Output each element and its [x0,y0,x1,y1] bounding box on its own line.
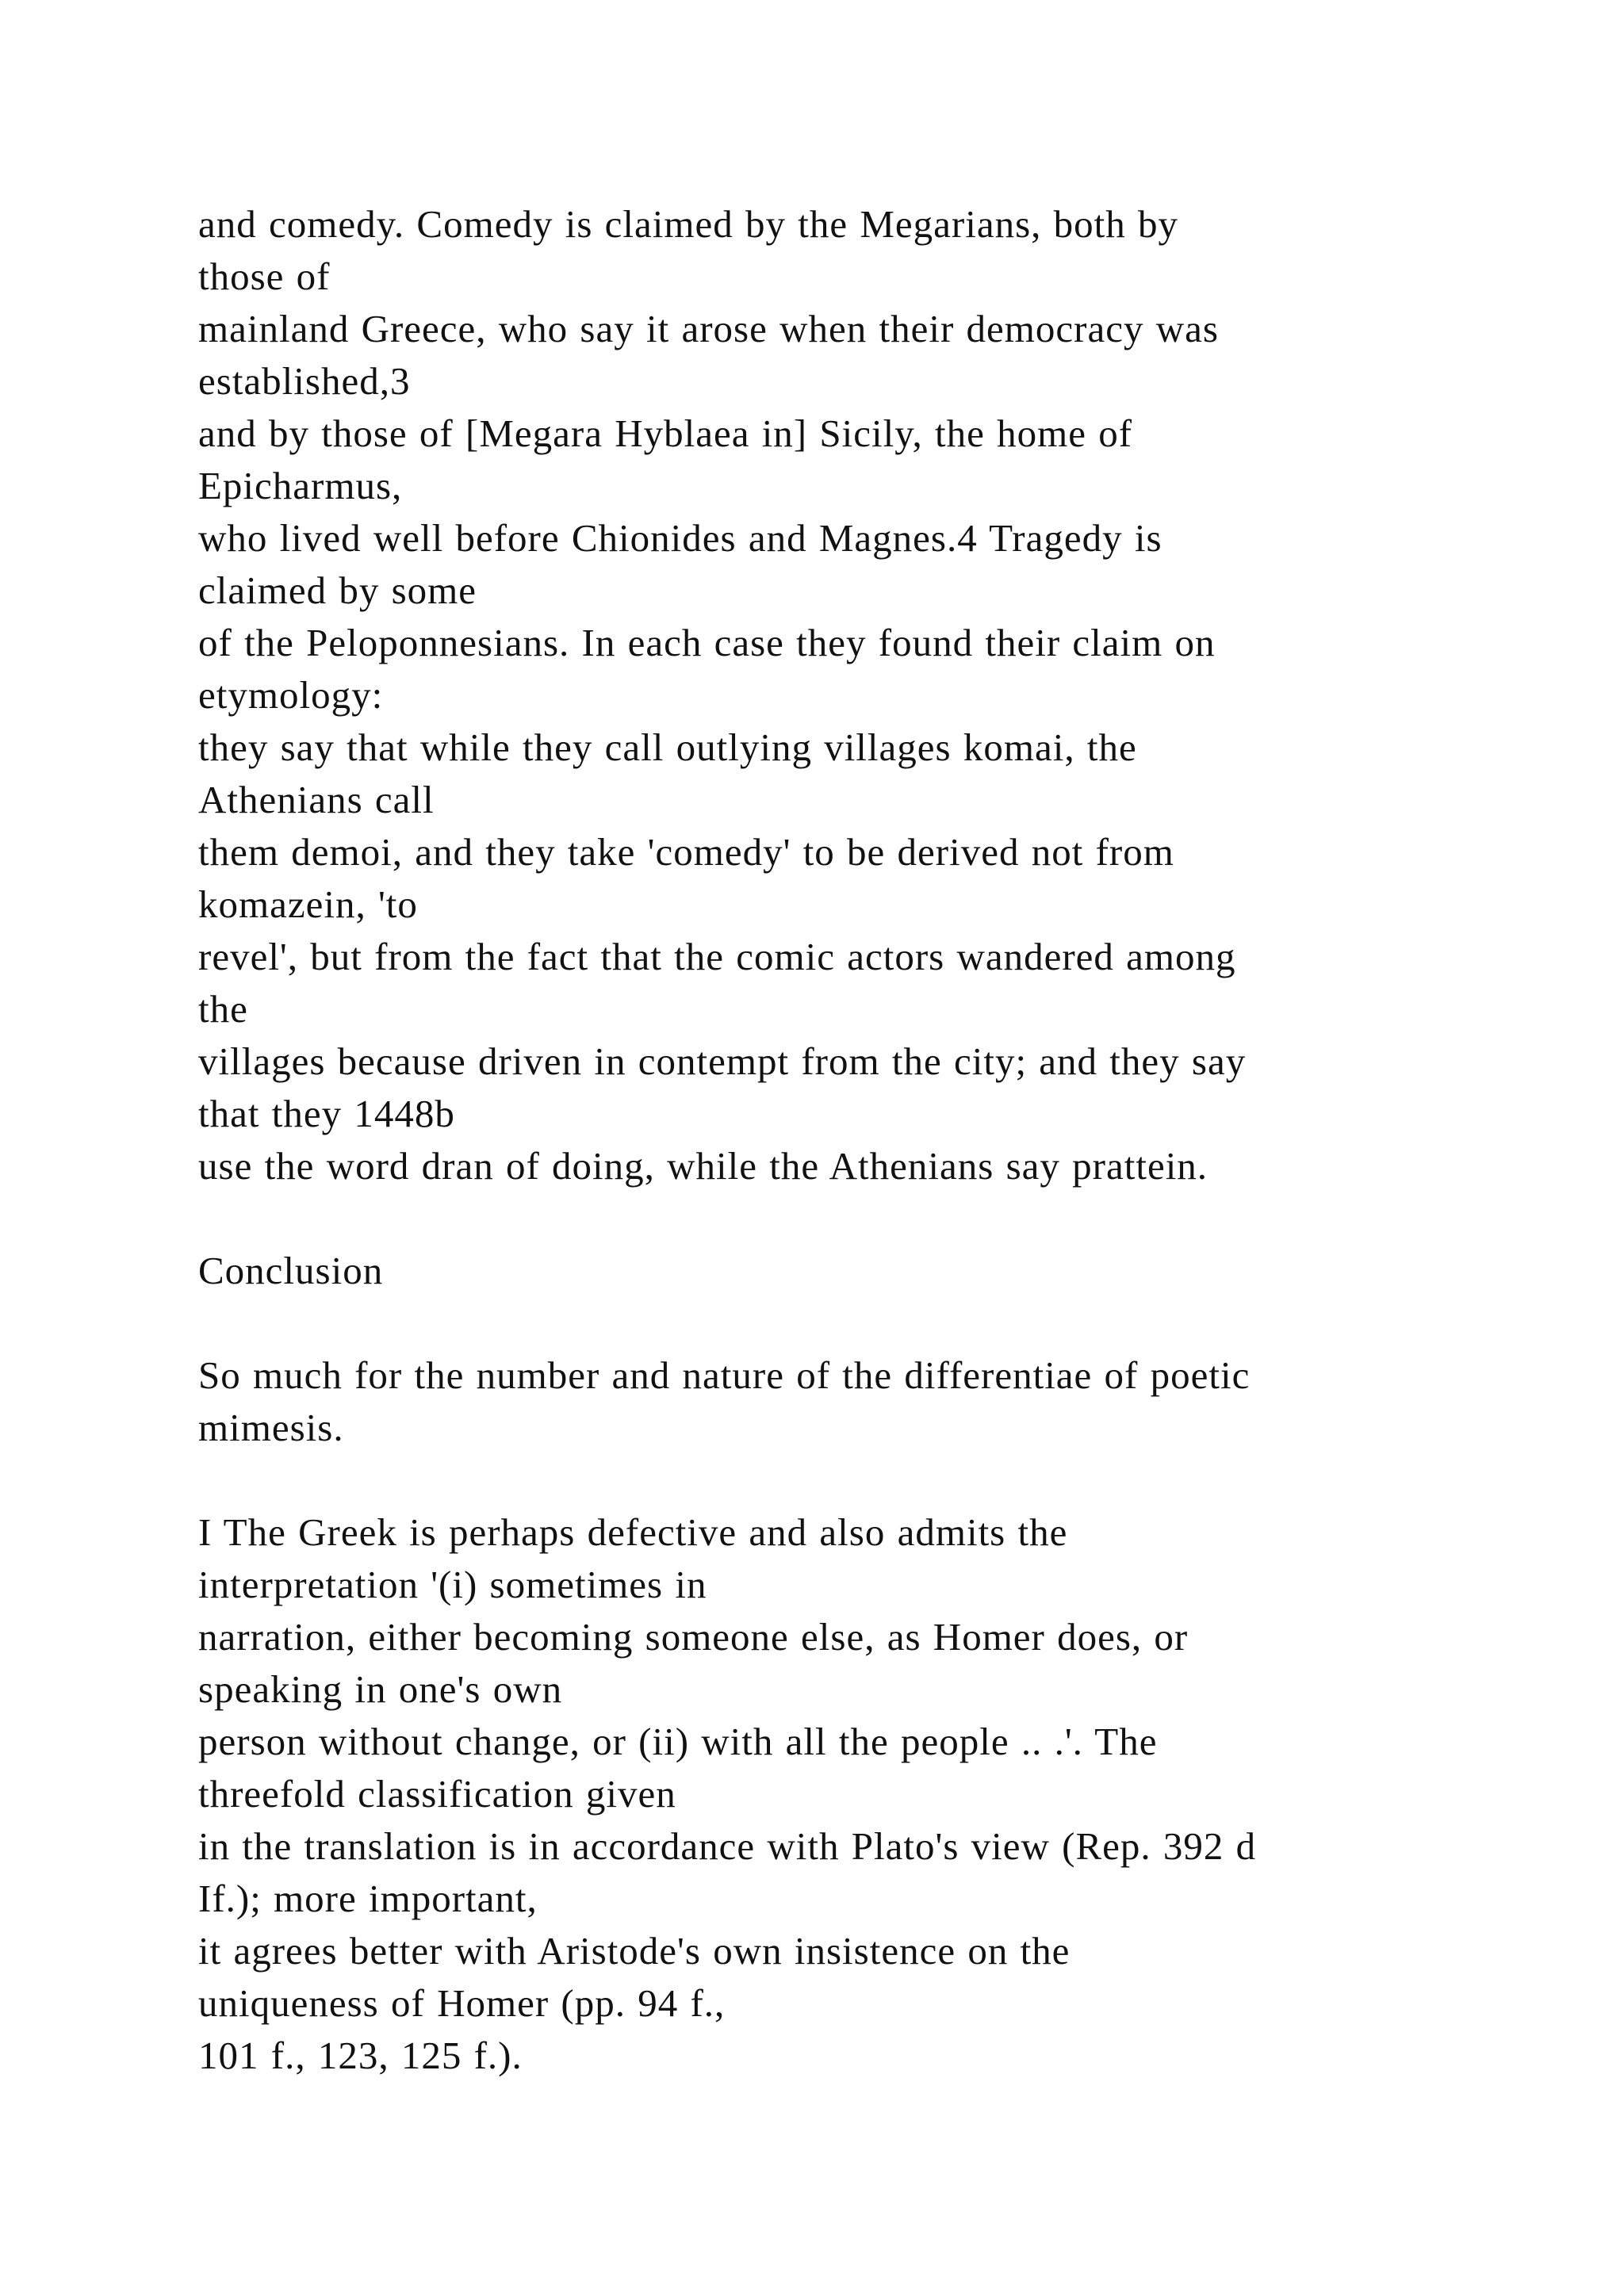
footnote-line: interpretation '(i) sometimes in [198,1563,707,1606]
text-line: mimesis. [198,1406,344,1449]
text-line: Epicharmus, [198,464,403,507]
document-body [198,198,1435,2082]
footnote-line: in the translation is in accordance with Plato's view (Rep. 392 d [198,1824,1257,1868]
text-line: the [198,987,248,1031]
text-line: So much for the number and nature of the differentiae of poetic [198,1353,1251,1397]
text-line: and comedy. Comedy is claimed by the Megarians, both by [198,202,1179,246]
section-heading: Conclusion [198,1249,384,1292]
text-line: revel', but from the fact that the comic actors wandered among [198,935,1236,978]
footnote-line: If.); more important, [198,1877,538,1920]
text-line: that they 1448b [198,1092,455,1135]
text-line: of the Peloponnesians. In each case they found their claim on [198,621,1216,664]
blank-line [198,1192,1435,1245]
footnote-line: speaking in one's own [198,1667,563,1711]
blank-line [198,1454,1435,1506]
footnote-line: I The Greek is perhaps defective and also admits the [198,1510,1068,1554]
text-line: those of [198,254,331,298]
footnote-line: it agrees better with Aristode's own insistence on the [198,1929,1071,1973]
text-line: established,3 [198,359,411,403]
text-line: and by those of [Megara Hyblaea in] Sicily, the home of [198,411,1133,455]
footnote-line: uniqueness of Homer (pp. 94 f., [198,1981,726,2025]
footnote-line: 101 f., 123, 125 f.). [198,2034,523,2077]
text-line: they say that while they call outlying villages komai, the [198,725,1137,769]
footnote-line: narration, either becoming someone else, as Homer does, or [198,1615,1189,1659]
text-line: claimed by some [198,568,477,612]
text-line: etymology: [198,673,384,717]
text-line: komazein, 'to [198,882,418,926]
footnote-line: threefold classification given [198,1772,676,1816]
footnote-line: person without change, or (ii) with all the people .. .'. The [198,1720,1158,1763]
text-line: Athenians call [198,778,435,821]
text-line: use the word dran of doing, while the Athenians say prattein. [198,1144,1208,1188]
blank-line [198,1297,1435,1349]
text-line: them demoi, and they take 'comedy' to be derived not from [198,830,1174,874]
text-line: mainland Greece, who say it arose when their democracy was [198,307,1219,350]
text-line: villages because driven in contempt from the city; and they say [198,1039,1247,1083]
text-line: who lived well before Chionides and Magnes.4 Tragedy is [198,516,1162,560]
